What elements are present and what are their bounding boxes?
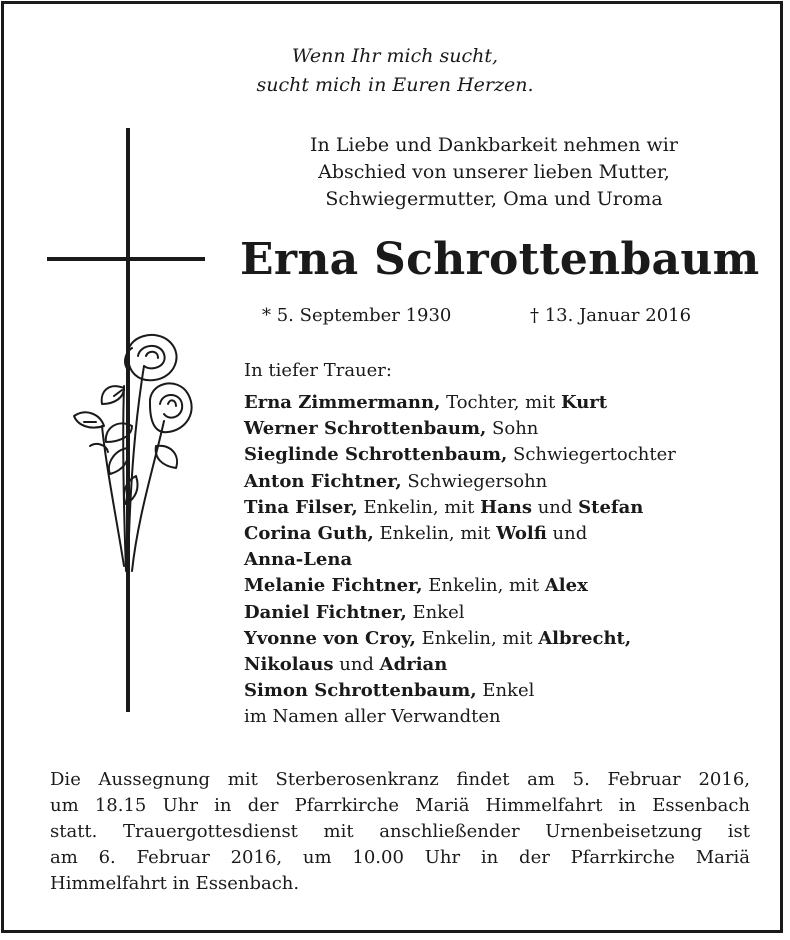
- mourner-name: Hans: [480, 496, 532, 518]
- motto: [4, 42, 786, 100]
- mourner-relation: Tochter, mit: [440, 392, 561, 413]
- mourner-relation: Sohn: [486, 418, 539, 440]
- mourner-name: Sieglinde Schrottenbaum,: [244, 444, 508, 466]
- mourner-line: [244, 442, 764, 468]
- mourner-relation: Enkel: [406, 601, 465, 623]
- service-line-2: um 18.15 Uhr in der Pfarrkirche Mariä Himmelfahrt in Essenbach: [50, 795, 750, 816]
- mourner-relation: und: [531, 496, 579, 518]
- mourner-name: Simon Schrottenbaum,: [244, 680, 477, 702]
- mourner-name: Werner Schrottenbaum,: [244, 418, 487, 440]
- mourner-name: Corina Guth,: [244, 523, 374, 545]
- mourner-line: [244, 495, 764, 521]
- mourner-name: Anna-Lena: [244, 549, 353, 571]
- service-info: [50, 767, 750, 897]
- intro-line-3: Schwiegermutter, Oma und Uroma: [325, 188, 663, 210]
- mourner-name: Yvonne von Croy,: [244, 627, 416, 649]
- mourner-relation: und: [333, 654, 380, 676]
- birth-date: * 5. September 1930: [262, 305, 452, 326]
- mourner-name: Anton Fichtner,: [244, 470, 402, 492]
- life-dates: [262, 303, 742, 329]
- mourner-line: [244, 547, 764, 573]
- mourner-line: [244, 678, 764, 704]
- deceased-name: Erna Schrottenbaum: [240, 234, 760, 285]
- mourner-line: [244, 573, 764, 599]
- mourner-name: Daniel Fichtner,: [244, 601, 407, 623]
- mourner-line: [244, 390, 764, 416]
- intro-line-2: Abschied von unserer lieben Mutter,: [318, 161, 670, 183]
- mourner-relation: Enkelin, mit: [357, 496, 481, 518]
- mourner-relation: Schwiegersohn: [401, 470, 548, 492]
- mourner-line: [244, 600, 764, 626]
- obituary-notice: [1, 1, 783, 933]
- mourner-name: Nikolaus: [244, 654, 334, 676]
- intro-text: [244, 132, 744, 213]
- mourner-line: [244, 521, 764, 547]
- mourner-line: [244, 626, 764, 652]
- mourner-name: Alex: [544, 575, 588, 597]
- mourner-relation: Enkelin, mit: [415, 627, 539, 649]
- mourner-name: Tina Filser,: [244, 496, 358, 518]
- mourning-intro: In tiefer Trauer:: [244, 360, 392, 381]
- death-date: † 13. Januar 2016: [530, 305, 692, 326]
- mourner-relation: und: [546, 523, 588, 545]
- mourner-name: Albrecht,: [538, 627, 632, 649]
- service-line-5: Himmelfahrt in Essenbach.: [50, 873, 300, 894]
- mourner-name: Wolfi: [496, 523, 547, 545]
- mourner-name: Melanie Fichtner,: [244, 575, 423, 597]
- mourners-list: [244, 390, 764, 731]
- mourner-line: [244, 469, 764, 495]
- cross-icon-beam: [47, 257, 205, 261]
- mourner-relation: Enkelin, mit: [422, 575, 545, 597]
- service-line-3: statt. Trauergottesdienst mit anschließender Urnenbeisetzung ist: [50, 821, 750, 842]
- mourner-line: [244, 652, 764, 678]
- service-line-4: am 6. Februar 2016, um 10.00 Uhr in der Pfarrkirche Mariä: [50, 847, 750, 868]
- roses-icon: [66, 326, 206, 576]
- mourner-relation: im Namen aller Verwandten: [244, 706, 501, 728]
- service-line-1: Die Aussegnung mit Sterberosenkranz findet am 5. Februar 2016,: [50, 769, 750, 790]
- mourner-name: Stefan: [578, 496, 644, 518]
- mourner-name: Erna Zimmermann,: [244, 392, 441, 413]
- mourner-line: [244, 704, 764, 730]
- motto-line-1: Wenn Ihr mich sucht,: [291, 45, 499, 67]
- motto-line-2: sucht mich in Euren Herzen.: [256, 74, 534, 96]
- mourner-name: Kurt: [560, 392, 608, 413]
- intro-line-1: In Liebe und Dankbarkeit nehmen wir: [310, 134, 678, 156]
- mourner-relation: Enkelin, mit: [373, 523, 497, 545]
- mourner-line: [244, 416, 764, 442]
- mourner-relation: Enkel: [476, 680, 535, 702]
- mourner-relation: Schwiegertochter: [507, 444, 676, 466]
- mourner-name: Adrian: [379, 654, 448, 676]
